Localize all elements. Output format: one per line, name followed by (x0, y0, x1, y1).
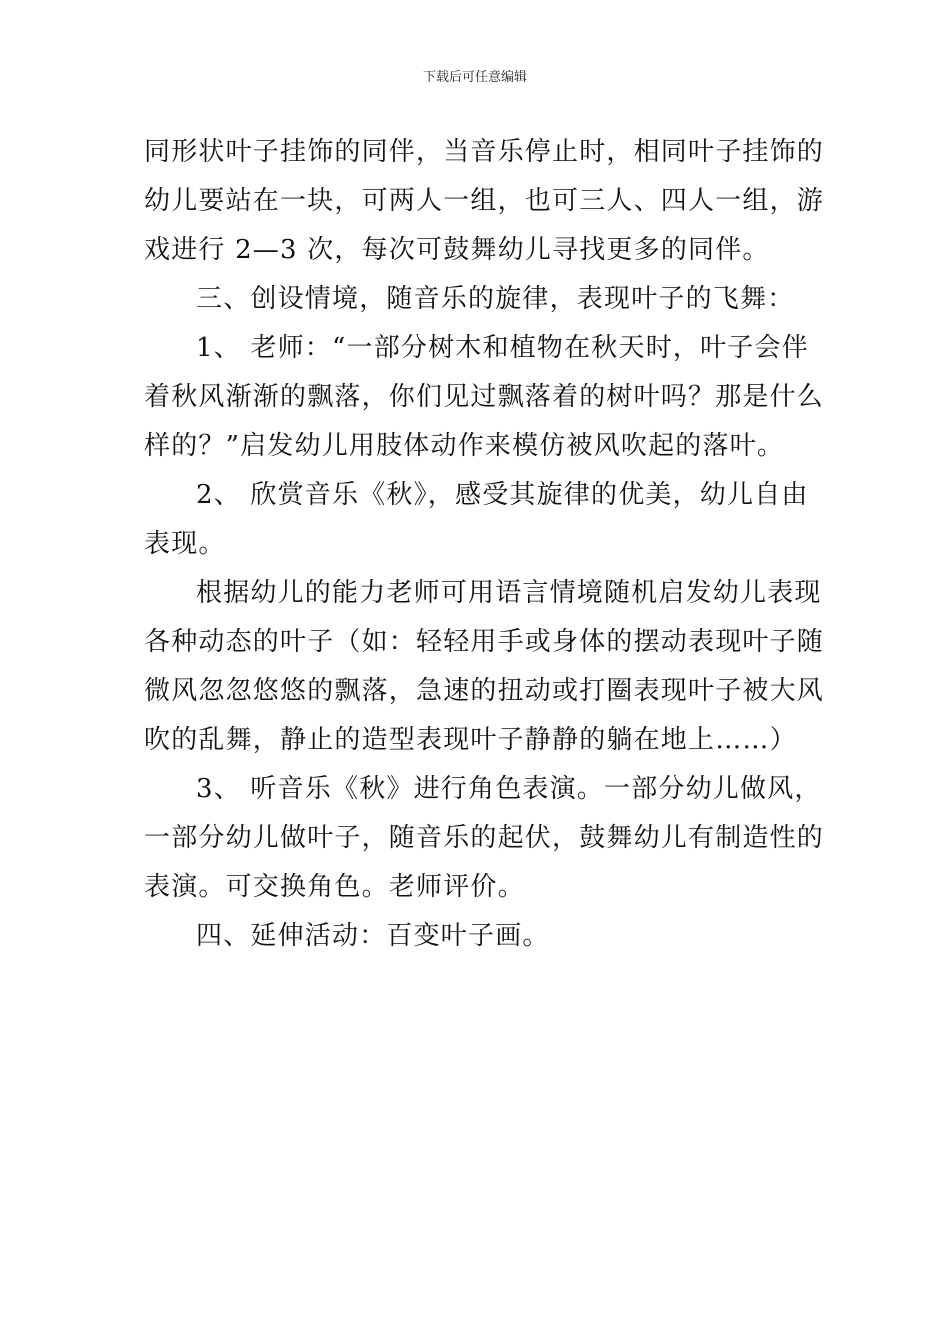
text-line: 戏进行 2—3 次，每次可鼓舞幼儿寻找更多的同伴。 (144, 235, 770, 265)
paragraph-item-2 (144, 471, 809, 569)
text-line: 吹的乱舞，静止的造型表现叶子静静的躺在地上……） (144, 725, 797, 755)
document-body (144, 128, 825, 961)
text-line: 三、创设情境，随音乐的旋律，表现叶子的飞舞： (196, 284, 795, 314)
text-line: 1、 老师：“一部分树木和植物在秋天时，叶子会伴 (196, 333, 809, 363)
text-line: 根据幼儿的能力老师可用语言情境随机启发幼儿表现 (196, 578, 822, 608)
text-line: 幼儿要站在一块，可两人一组，也可三人、四人一组，游 (144, 186, 825, 216)
text-line: 3、 听音乐《秋》进行角色表演。一部分幼儿做风， (196, 774, 822, 804)
text-line: 各种动态的叶子（如：轻轻用手或身体的摆动表现叶子随 (144, 627, 825, 657)
section-heading-4 (144, 912, 806, 961)
text-line: 微风忽忽悠悠的飘落，急速的扭动或打圈表现叶子被大风 (144, 676, 825, 706)
paragraph-item-1 (144, 324, 825, 471)
text-line: 同形状叶子挂饰的同伴，当音乐停止时，相同叶子挂饰的 (144, 137, 825, 167)
page-header-note: 下载后可任意编辑 (422, 70, 527, 85)
paragraph-guidance (144, 569, 825, 765)
text-line: 一部分幼儿做叶子，随音乐的起伏，鼓舞幼儿有制造性的 (144, 823, 825, 853)
paragraph-continuation (144, 128, 825, 275)
text-line: 表现。 (144, 529, 226, 559)
text-line: 样的？”启发幼儿用肢体动作来模仿被风吹起的落叶。 (144, 431, 785, 461)
text-line: 着秋风渐渐的飘落，你们见过飘落着的树叶吗？那是什么 (144, 382, 825, 412)
section-heading-3 (144, 275, 806, 324)
text-line: 2、 欣赏音乐《秋》，感受其旋律的优美，幼儿自由 (196, 480, 809, 510)
paragraph-item-3 (144, 765, 825, 912)
text-line: 四、延伸活动：百变叶子画。 (196, 921, 550, 951)
text-line: 表演。可交换角色。老师评价。 (144, 872, 525, 902)
